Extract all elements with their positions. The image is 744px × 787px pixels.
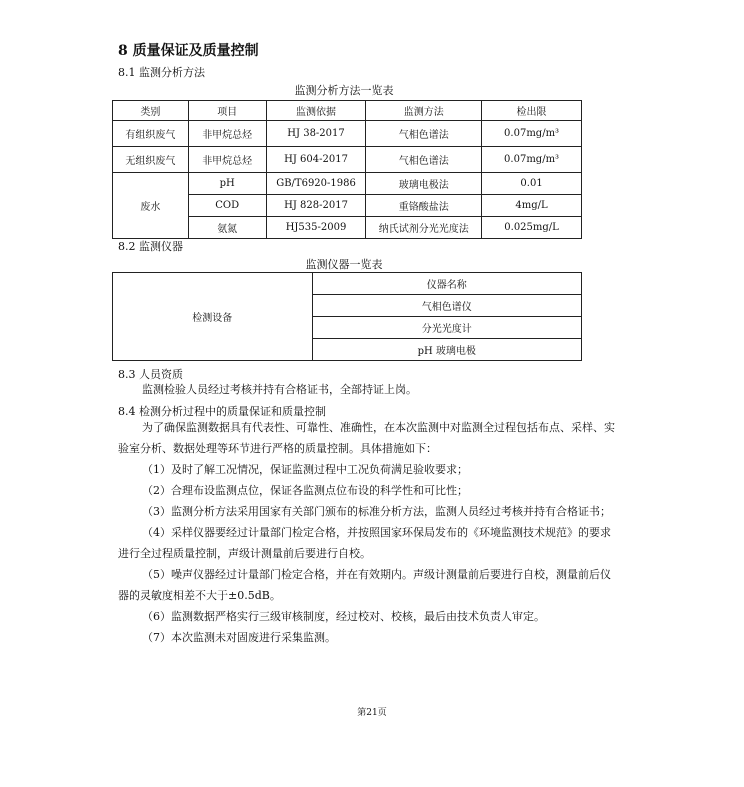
subsection-heading-8-3: 8.3 人员资质 (118, 368, 183, 381)
table-caption-instruments: 监测仪器一览表 (305, 258, 383, 271)
methods-table (112, 100, 582, 239)
header-cell: 项目 (188, 101, 266, 121)
cell-group: 检测设备 (113, 273, 313, 361)
cell-method: 重铬酸盐法 (366, 195, 482, 217)
table-caption-methods: 监测分析方法一览表 (294, 84, 394, 97)
cell-method: 气相色谱法 (366, 121, 482, 147)
cell-item: 氨氮 (188, 217, 266, 239)
cell-basis: HJ 828-2017 (266, 195, 366, 217)
table-header-row (113, 101, 582, 121)
cell-instrument: pH 玻璃电极 (312, 339, 581, 361)
paragraph: 监测检验人员经过考核并持有合格证书，全部持证上岗。 (142, 383, 417, 396)
cell-category: 有组织废气 (113, 121, 189, 147)
cell-category: 无组织废气 (113, 147, 189, 173)
cell-basis: HJ 38-2017 (266, 121, 366, 147)
cell-limit: 0.07mg/m³ (482, 121, 582, 147)
cell-basis: HJ 604-2017 (266, 147, 366, 173)
paragraph: 为了确保监测数据具有代表性、可靠性、准确性，在本次监测中对监测全过程包括布点、采样、实验室分析、数据处理等环节进行严格的质量控制。具体措施如下： (118, 421, 615, 455)
cell-limit: 0.025mg/L (482, 217, 582, 239)
instruments-table (112, 272, 582, 361)
page-number: 第21页 (357, 708, 387, 718)
table-row (113, 173, 582, 195)
cell-method: 气相色谱法 (366, 147, 482, 173)
list-item: （1）及时了解工况情况，保证监测过程中工况负荷满足验收要求； (142, 463, 468, 476)
cell-item: 非甲烷总烃 (188, 121, 266, 147)
header-cell: 类别 (113, 101, 189, 121)
list-item: （6）监测数据严格实行三级审核制度，经过校对、校核，最后由技术负责人审定。 (142, 610, 545, 623)
list-item: （4）采样仪器要经过计量部门检定合格，并按照国家环保局发布的《环境监测技术规范》的要求进行全过程质量控制，声级计测量前后要进行自校。 (118, 526, 611, 560)
header-cell: 检出限 (482, 101, 582, 121)
table-row (113, 147, 582, 173)
cell-item: 非甲烷总烃 (188, 147, 266, 173)
cell-limit: 4mg/L (482, 195, 582, 217)
cell-basis: HJ535-2009 (266, 217, 366, 239)
cell-method: 纳氏试剂分光光度法 (366, 217, 482, 239)
cell-instrument: 仪器名称 (312, 273, 581, 295)
cell-method: 玻璃电极法 (366, 173, 482, 195)
cell-item: COD (188, 195, 266, 217)
cell-instrument: 分光光度计 (312, 317, 581, 339)
qa-measures (118, 417, 618, 648)
list-item: （7）本次监测未对固废进行采集监测。 (142, 631, 336, 644)
subsection-heading-8-2: 8.2 监测仪器 (118, 240, 183, 253)
table-row (113, 273, 582, 295)
list-item: （2）合理布设监测点位，保证各监测点位布设的科学性和可比性； (142, 484, 468, 497)
subsection-heading-8-4: 8.4 检测分析过程中的质量保证和质量控制 (118, 405, 326, 418)
cell-item: pH (188, 173, 266, 195)
cell-instrument: 气相色谱仪 (312, 295, 581, 317)
header-cell: 监测方法 (366, 101, 482, 121)
cell-limit: 0.01 (482, 173, 582, 195)
cell-category: 废水 (113, 173, 189, 239)
list-item: （5）噪声仪器经过计量部门检定合格，并在有效期内。声级计测量前后要进行自校，测量前后仪器的灵敏度相差不大于±0.5dB。 (118, 568, 611, 602)
section-title: 8 质量保证及质量控制 (118, 43, 259, 59)
list-item: （3）监测分析方法采用国家有关部门颁布的标准分析方法，监测人员经过考核并持有合格证书； (142, 505, 611, 518)
table-row (113, 121, 582, 147)
subsection-heading-8-1: 8.1 监测分析方法 (118, 66, 205, 79)
cell-limit: 0.07mg/m³ (482, 147, 582, 173)
header-cell: 监测依据 (266, 101, 366, 121)
cell-basis: GB/T6920-1986 (266, 173, 366, 195)
